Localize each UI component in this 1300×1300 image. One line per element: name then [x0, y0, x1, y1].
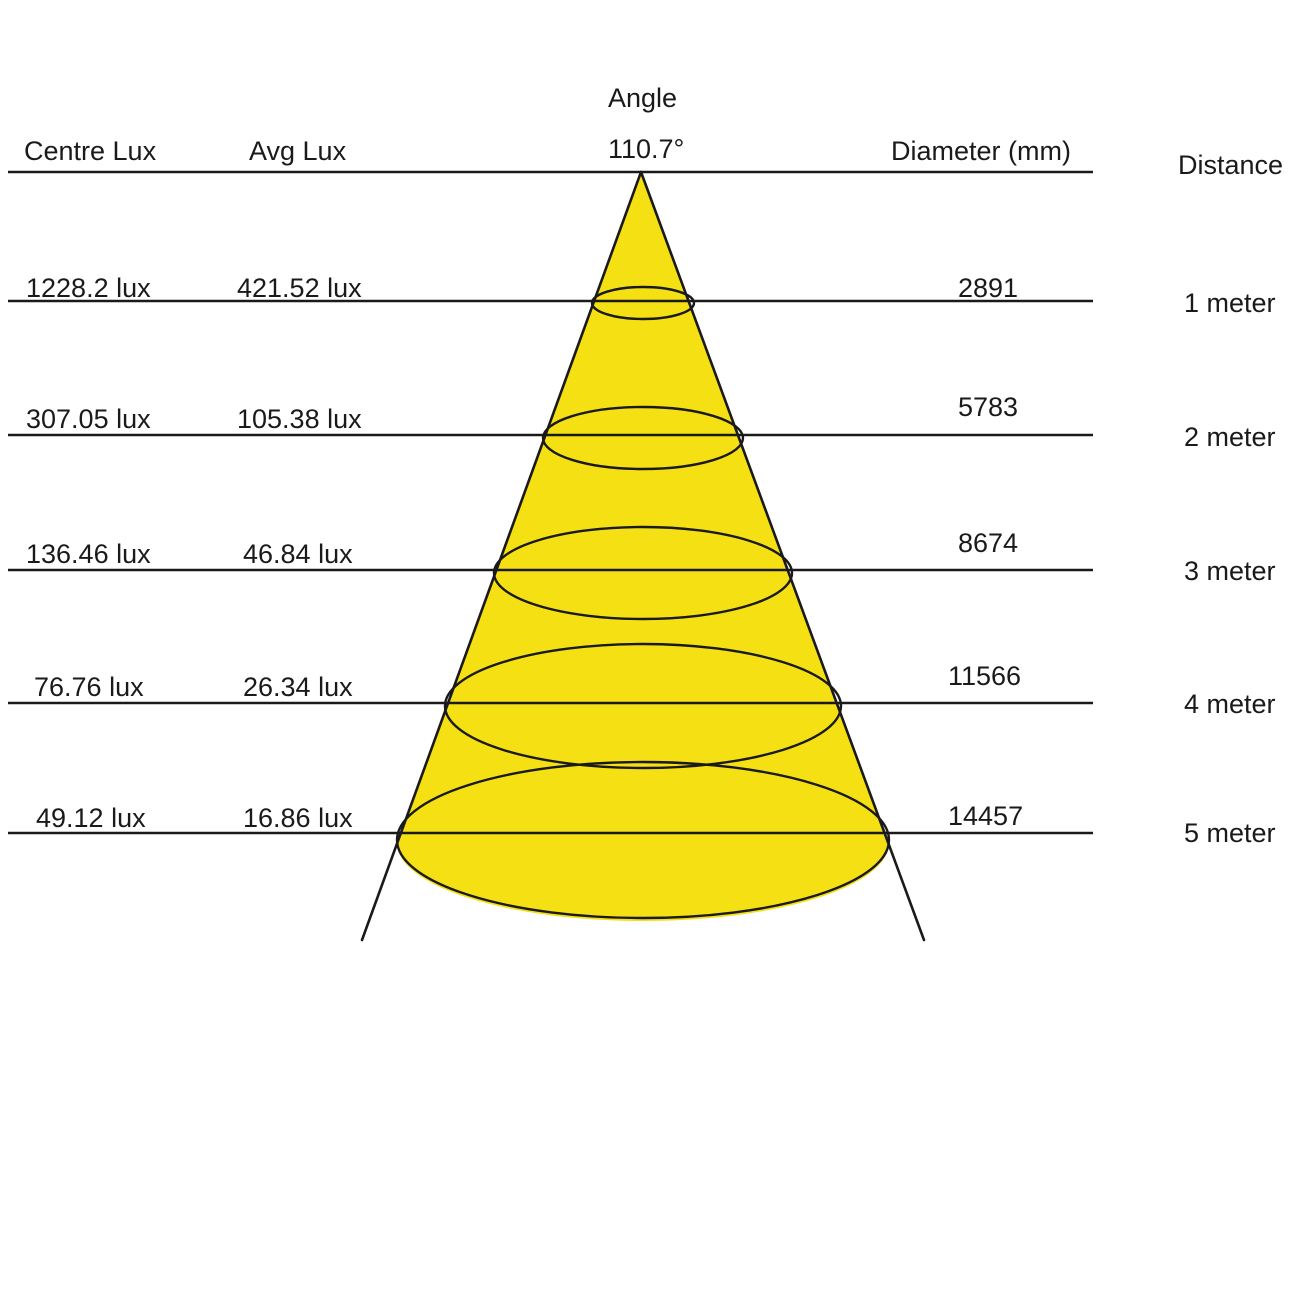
- row-4-diameter: 11566: [948, 661, 1022, 691]
- row-4-distance: 4 meter: [1184, 689, 1276, 719]
- row-1-avg-lux: 421.52 lux: [237, 273, 362, 303]
- row-3-diameter: 8674: [958, 528, 1019, 558]
- row-3-centre-lux: 136.46 lux: [26, 539, 151, 569]
- row-5-distance: 5 meter: [1184, 818, 1276, 848]
- row-1-distance: 1 meter: [1184, 288, 1276, 318]
- row-2-centre-lux: 307.05 lux: [26, 404, 151, 434]
- angle-value: 110.7°: [608, 134, 685, 164]
- row-4-centre-lux: 76.76 lux: [34, 672, 144, 702]
- row-1-diameter: 2891: [958, 273, 1019, 303]
- beam-cone-fill: [397, 172, 889, 921]
- row-4-avg-lux: 26.34 lux: [243, 672, 353, 702]
- header-centre-lux: Centre Lux: [24, 136, 157, 166]
- row-2-diameter: 5783: [958, 392, 1019, 422]
- header-avg-lux: Avg Lux: [249, 136, 347, 166]
- row-5-diameter: 14457: [948, 801, 1024, 831]
- row-5-avg-lux: 16.86 lux: [243, 803, 353, 833]
- header-diameter: Diameter (mm): [891, 136, 1071, 166]
- row-3-distance: 3 meter: [1184, 556, 1276, 586]
- header-distance: Distance: [1178, 150, 1284, 180]
- row-1-centre-lux: 1228.2 lux: [26, 273, 151, 303]
- header-angle: Angle: [608, 83, 678, 113]
- row-2-distance: 2 meter: [1184, 422, 1276, 452]
- row-3-avg-lux: 46.84 lux: [243, 539, 353, 569]
- row-2-avg-lux: 105.38 lux: [237, 404, 362, 434]
- row-5-centre-lux: 49.12 lux: [36, 803, 146, 833]
